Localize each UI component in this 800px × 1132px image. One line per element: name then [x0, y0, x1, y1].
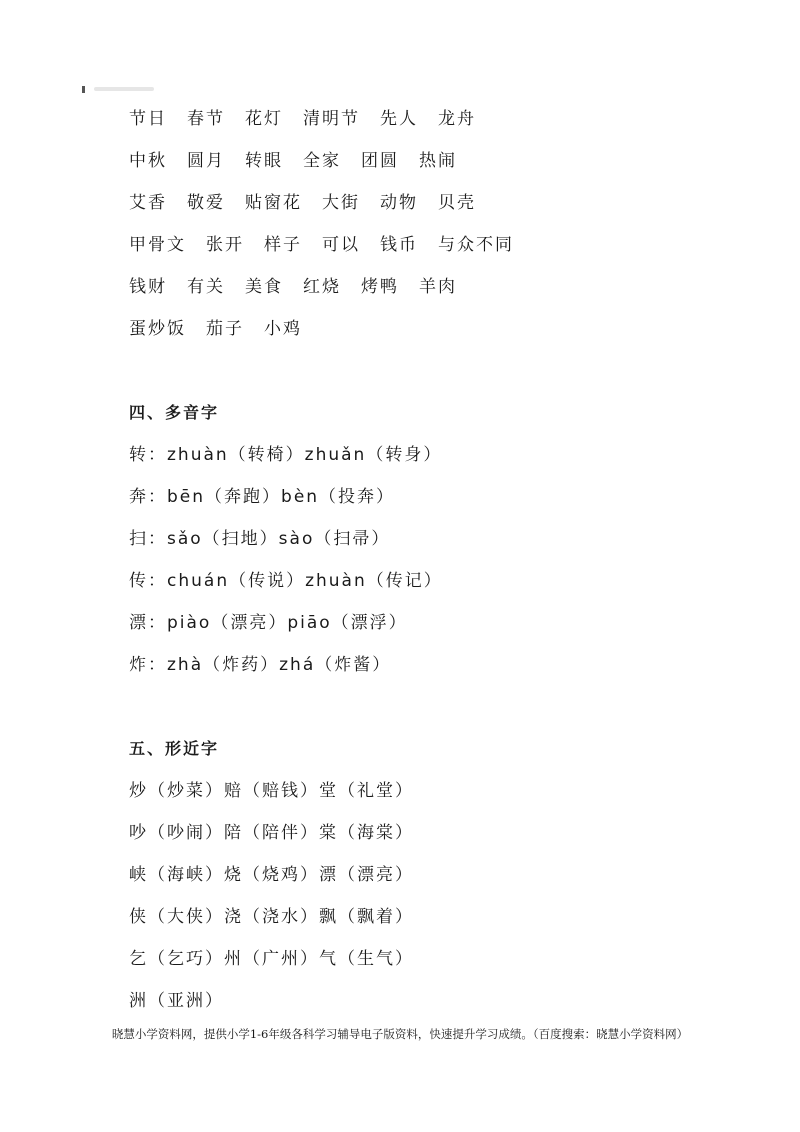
vocab-word: 贴窗花 [245, 193, 302, 213]
similar-char-line: 吵（吵闹）陪（陪伴）棠（海棠） [129, 823, 414, 843]
vocab-word: 热闹 [419, 151, 457, 171]
polyphone-line: 漂：piào（漂亮）piāo（漂浮） [129, 613, 408, 633]
vocab-word: 清明节 [303, 109, 360, 129]
vocab-row [129, 276, 477, 298]
vocab-word: 美食 [245, 277, 283, 297]
polyphone-line: 奔：bēn（奔跑）bèn（投奔） [129, 487, 396, 507]
polyphone-line: 扫：sǎo（扫地）sào（扫帚） [129, 529, 391, 549]
vocab-word: 贝壳 [438, 193, 476, 213]
vocab-word: 羊肉 [419, 277, 457, 297]
vocab-word: 烤鸭 [361, 277, 399, 297]
vocab-word: 团圆 [361, 151, 399, 171]
vocab-word: 茄子 [206, 319, 244, 339]
polyphone-line: 转：zhuàn（转椅）zhuǎn（转身） [129, 445, 443, 465]
vocab-row [129, 192, 496, 214]
vocab-word: 先人 [380, 109, 418, 129]
vocab-word: 有关 [187, 277, 225, 297]
vocab-word: 艾香 [129, 193, 167, 213]
similar-char-line: 乞（乞巧）州（广州）气（生气） [129, 949, 414, 969]
vocab-word: 钱币 [380, 235, 418, 255]
vocab-word: 钱财 [129, 277, 167, 297]
vocab-word: 龙舟 [438, 109, 476, 129]
vocab-word: 中秋 [129, 151, 167, 171]
vocab-row [129, 234, 534, 256]
vocab-row [129, 150, 477, 172]
similar-char-line: 洲（亚洲） [129, 991, 224, 1011]
vocab-word: 红烧 [303, 277, 341, 297]
vocab-word: 蛋炒饭 [129, 319, 186, 339]
vocab-word: 与众不同 [438, 235, 514, 255]
vocab-word: 动物 [380, 193, 418, 213]
polyphone-line: 传：chuán（传说）zhuàn（传记） [129, 571, 443, 591]
header-faded-text [94, 87, 154, 91]
vocab-row [129, 108, 496, 130]
vocab-row [129, 318, 322, 340]
vocab-word: 转眼 [245, 151, 283, 171]
vocab-word: 节日 [129, 109, 167, 129]
vocab-word: 小鸡 [264, 319, 302, 339]
vocab-word: 圆月 [187, 151, 225, 171]
page-footer: 晓慧小学资料网，提供小学1-6年级各科学习辅导电子版资料，快速提升学习成绩。（百度搜索：晓慧小学资料网） [111, 1027, 689, 1041]
similar-char-line: 炒（炒菜）赔（赔钱）堂（礼堂） [129, 781, 414, 801]
vocab-word: 全家 [303, 151, 341, 171]
similar-char-line: 侠（大侠）浇（浇水）飘（飘着） [129, 907, 414, 927]
similar-char-line: 峡（海峡）烧（烧鸡）漂（漂亮） [129, 865, 414, 885]
vocab-word: 可以 [322, 235, 360, 255]
vocab-word: 样子 [264, 235, 302, 255]
vocab-word: 花灯 [245, 109, 283, 129]
header-tick-mark [82, 86, 85, 93]
section-heading-similar-chars: 五、形近字 [129, 739, 220, 758]
section-heading-polyphones: 四、多音字 [129, 403, 220, 422]
vocab-word: 春节 [187, 109, 225, 129]
header-mark [82, 84, 182, 94]
vocab-word: 甲骨文 [129, 235, 186, 255]
vocab-word: 张开 [206, 235, 244, 255]
vocab-word: 大街 [322, 193, 360, 213]
polyphone-line: 炸：zhà（炸药）zhá（炸酱） [129, 655, 392, 675]
vocab-word: 敬爱 [187, 193, 225, 213]
